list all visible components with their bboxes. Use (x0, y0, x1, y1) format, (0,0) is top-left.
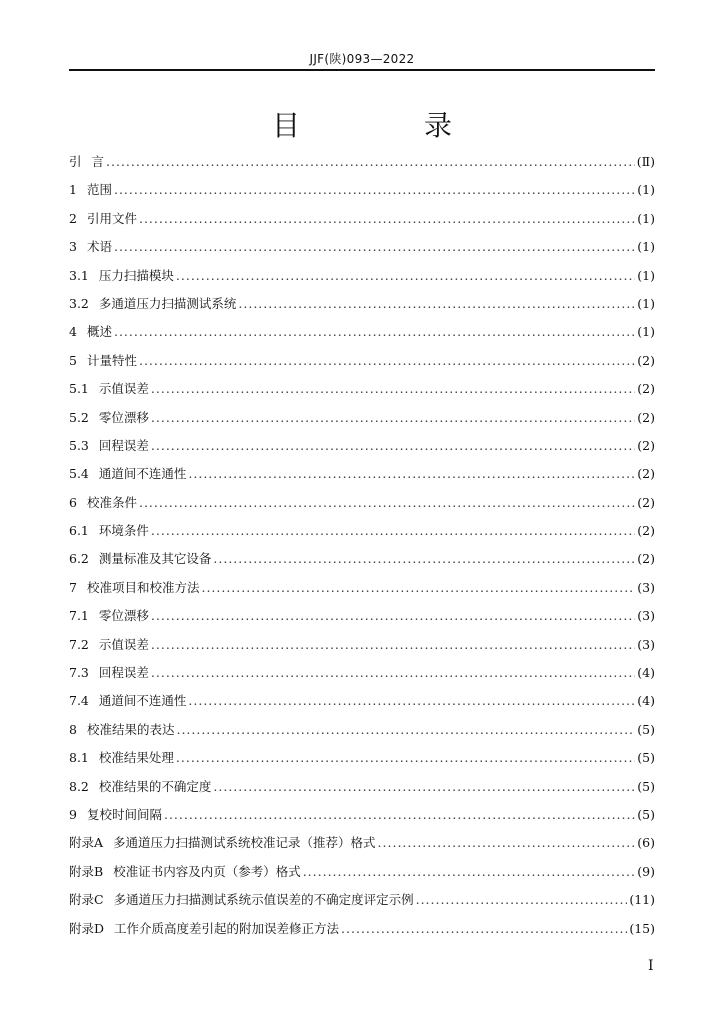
toc-entry-title: 零位漂移 (98, 608, 149, 624)
toc-entry-number: 3.1 (69, 267, 89, 283)
toc-entry[interactable] (69, 351, 655, 379)
toc-leader-dots (139, 353, 635, 368)
toc-leader-dots (176, 268, 635, 283)
toc-entry-number: 7.2 (69, 636, 89, 652)
toc-entry[interactable] (69, 691, 655, 719)
toc-entry-page: (2) (637, 381, 655, 397)
toc-entry-number: 8.1 (69, 750, 89, 766)
toc-entry-page: (1) (637, 267, 655, 283)
toc-entry-page: (3) (637, 608, 655, 624)
toc-entry-page: (5) (637, 778, 655, 794)
toc-entry-number: 5.1 (69, 381, 89, 397)
toc-entry-number: 5.4 (69, 466, 89, 482)
toc-entry-title: 范围 (86, 182, 112, 198)
toc-entry-title: 回程误差 (98, 665, 149, 681)
toc-entry-page: (5) (637, 750, 655, 766)
toc-entry[interactable] (69, 663, 655, 691)
toc-entry-page: (2) (637, 409, 655, 425)
toc-leader-dots (164, 807, 635, 822)
toc-leader-dots (151, 410, 635, 425)
toc-entry[interactable] (69, 237, 655, 265)
toc-entry-number: 引 (69, 154, 82, 169)
toc-entry-title: 校准条件 (86, 494, 137, 510)
page-number: Ⅰ (648, 958, 654, 974)
toc-entry-number: 6.1 (69, 523, 89, 539)
toc-entry[interactable] (69, 890, 655, 918)
toc-entry-number: 5.3 (69, 437, 89, 453)
toc-entry[interactable] (69, 408, 655, 436)
toc-entry-number: 8 (69, 721, 77, 737)
toc-entry-title: 示值误差 (98, 636, 149, 652)
toc-entry-number: 4 (69, 324, 77, 340)
toc-entry[interactable] (69, 919, 655, 947)
toc-entry[interactable] (69, 578, 655, 606)
toc-entry-page: (5) (637, 806, 655, 822)
toc-entry[interactable] (69, 521, 655, 549)
toc-leader-dots (176, 750, 635, 765)
page-title: 目 录 (271, 109, 500, 142)
toc-entry[interactable] (69, 635, 655, 663)
toc-entry-page: (2) (637, 494, 655, 510)
toc-entry-title: 校准结果的表达 (86, 721, 175, 737)
toc-leader-dots (114, 182, 635, 197)
toc-leader-dots (416, 892, 628, 907)
toc-leader-dots (151, 381, 635, 396)
toc-entry-number: 2 (69, 210, 77, 226)
toc-entry-title: 通道间不连通性 (98, 693, 187, 709)
toc-entry-number: 7.3 (69, 665, 89, 681)
toc-leader-dots (213, 551, 635, 566)
toc-entry-title: 环境条件 (98, 523, 149, 539)
toc-entry[interactable] (69, 180, 655, 208)
toc-entry-page: (4) (637, 665, 655, 681)
toc-entry-title: 计量特性 (86, 352, 137, 368)
toc-entry-title: 术语 (86, 239, 112, 255)
toc-entry[interactable] (69, 294, 655, 322)
toc-leader-dots (378, 835, 636, 850)
toc-leader-dots (213, 779, 635, 794)
toc-entry-page: (1) (637, 182, 655, 198)
toc-entry-number: 3.2 (69, 295, 89, 311)
toc-entry-title: 引用文件 (86, 210, 137, 226)
table-of-contents (69, 152, 655, 947)
toc-entry[interactable] (69, 493, 655, 521)
toc-entry-title: 回程误差 (98, 437, 149, 453)
toc-entry[interactable] (69, 549, 655, 577)
toc-entry-number: 7 (69, 579, 77, 595)
toc-entry-title: 言 (91, 154, 105, 169)
toc-leader-dots (151, 608, 635, 623)
toc-leader-dots (176, 722, 635, 737)
toc-entry-number: 3 (69, 239, 77, 255)
toc-leader-dots (151, 523, 635, 538)
toc-entry-page: (2) (637, 437, 655, 453)
toc-entry-page: (2) (637, 352, 655, 368)
toc-entry-number: 7.1 (69, 608, 89, 624)
toc-entry-title: 通道间不连通性 (98, 466, 187, 482)
toc-entry-number: 附录D (69, 920, 105, 936)
toc-entry-page: (Ⅱ) (636, 154, 655, 169)
toc-entry-number: 5.2 (69, 409, 89, 425)
toc-entry[interactable] (69, 606, 655, 634)
toc-entry-title: 复校时间间隔 (86, 806, 162, 822)
toc-entry-page: (6) (637, 835, 655, 851)
toc-leader-dots (114, 239, 635, 254)
toc-leader-dots (151, 637, 635, 652)
toc-entry-number: 6.2 (69, 551, 89, 567)
toc-entry[interactable] (69, 436, 655, 464)
toc-entry-title: 多通道压力扫描测试系统示值误差的不确定度评定示例 (113, 892, 414, 908)
toc-entry-title: 多通道压力扫描测试系统 (98, 295, 237, 311)
toc-entry-page: (3) (637, 579, 655, 595)
toc-entry-title: 测量标准及其它设备 (98, 551, 212, 567)
toc-entry[interactable] (69, 152, 655, 180)
toc-entry-number: 7.4 (69, 693, 89, 709)
toc-leader-dots (201, 580, 635, 595)
toc-entry-number: 8.2 (69, 778, 89, 794)
toc-leader-dots (151, 665, 635, 680)
toc-entry-title: 零位漂移 (98, 409, 149, 425)
toc-entry-page: (3) (637, 636, 655, 652)
toc-entry[interactable] (69, 862, 655, 890)
toc-entry-title: 工作介质高度差引起的附加误差修正方法 (114, 920, 340, 936)
toc-leader-dots (106, 154, 635, 169)
toc-entry-number: 附录A (69, 835, 104, 851)
toc-entry-page: (2) (637, 466, 655, 482)
toc-entry-page: (11) (629, 892, 655, 908)
toc-entry[interactable] (69, 266, 655, 294)
toc-leader-dots (341, 921, 627, 936)
toc-entry-title: 校准证书内容及内页（参考）格式 (113, 863, 301, 879)
toc-entry[interactable] (69, 209, 655, 237)
toc-entry[interactable] (69, 720, 655, 748)
toc-entry-number: 1 (69, 182, 77, 198)
toc-leader-dots (188, 466, 635, 481)
toc-entry-title: 压力扫描模块 (98, 267, 174, 283)
toc-entry[interactable] (69, 464, 655, 492)
toc-leader-dots (139, 495, 635, 510)
toc-entry-page: (2) (637, 551, 655, 567)
toc-entry-page: (1) (637, 324, 655, 340)
toc-leader-dots (139, 211, 635, 226)
toc-leader-dots (114, 324, 635, 339)
toc-entry-title: 概述 (86, 324, 112, 340)
toc-entry-number: 6 (69, 494, 77, 510)
toc-entry-number: 附录C (69, 892, 104, 908)
header-rule (69, 69, 655, 71)
toc-entry-page: (4) (637, 693, 655, 709)
toc-entry-number: 5 (69, 352, 77, 368)
toc-entry-title: 多通道压力扫描测试系统校准记录（推荐）格式 (113, 835, 376, 851)
toc-entry[interactable] (69, 322, 655, 350)
toc-leader-dots (238, 296, 635, 311)
toc-entry[interactable] (69, 748, 655, 776)
toc-entry[interactable] (69, 805, 655, 833)
toc-entry-number: 附录B (69, 863, 104, 879)
toc-leader-dots (151, 438, 635, 453)
toc-entry-title: 校准结果的不确定度 (98, 778, 212, 794)
toc-entry-page: (9) (637, 863, 655, 879)
toc-entry[interactable] (69, 777, 655, 805)
document-code: JJF(陕)093—2022 (309, 52, 415, 66)
toc-entry-page: (1) (637, 210, 655, 226)
toc-entry-page: (1) (637, 295, 655, 311)
toc-entry-page: (1) (637, 239, 655, 255)
toc-entry-title: 校准项目和校准方法 (86, 579, 200, 595)
toc-entry-page: (15) (629, 920, 655, 936)
toc-entry-number: 9 (69, 806, 77, 822)
toc-entry[interactable] (69, 379, 655, 407)
toc-entry-title: 示值误差 (98, 381, 149, 397)
toc-entry-page: (2) (637, 523, 655, 539)
toc-entry-page: (5) (637, 721, 655, 737)
toc-entry-title: 校准结果处理 (98, 750, 174, 766)
toc-leader-dots (188, 693, 635, 708)
toc-leader-dots (303, 864, 636, 879)
toc-entry[interactable] (69, 833, 655, 861)
